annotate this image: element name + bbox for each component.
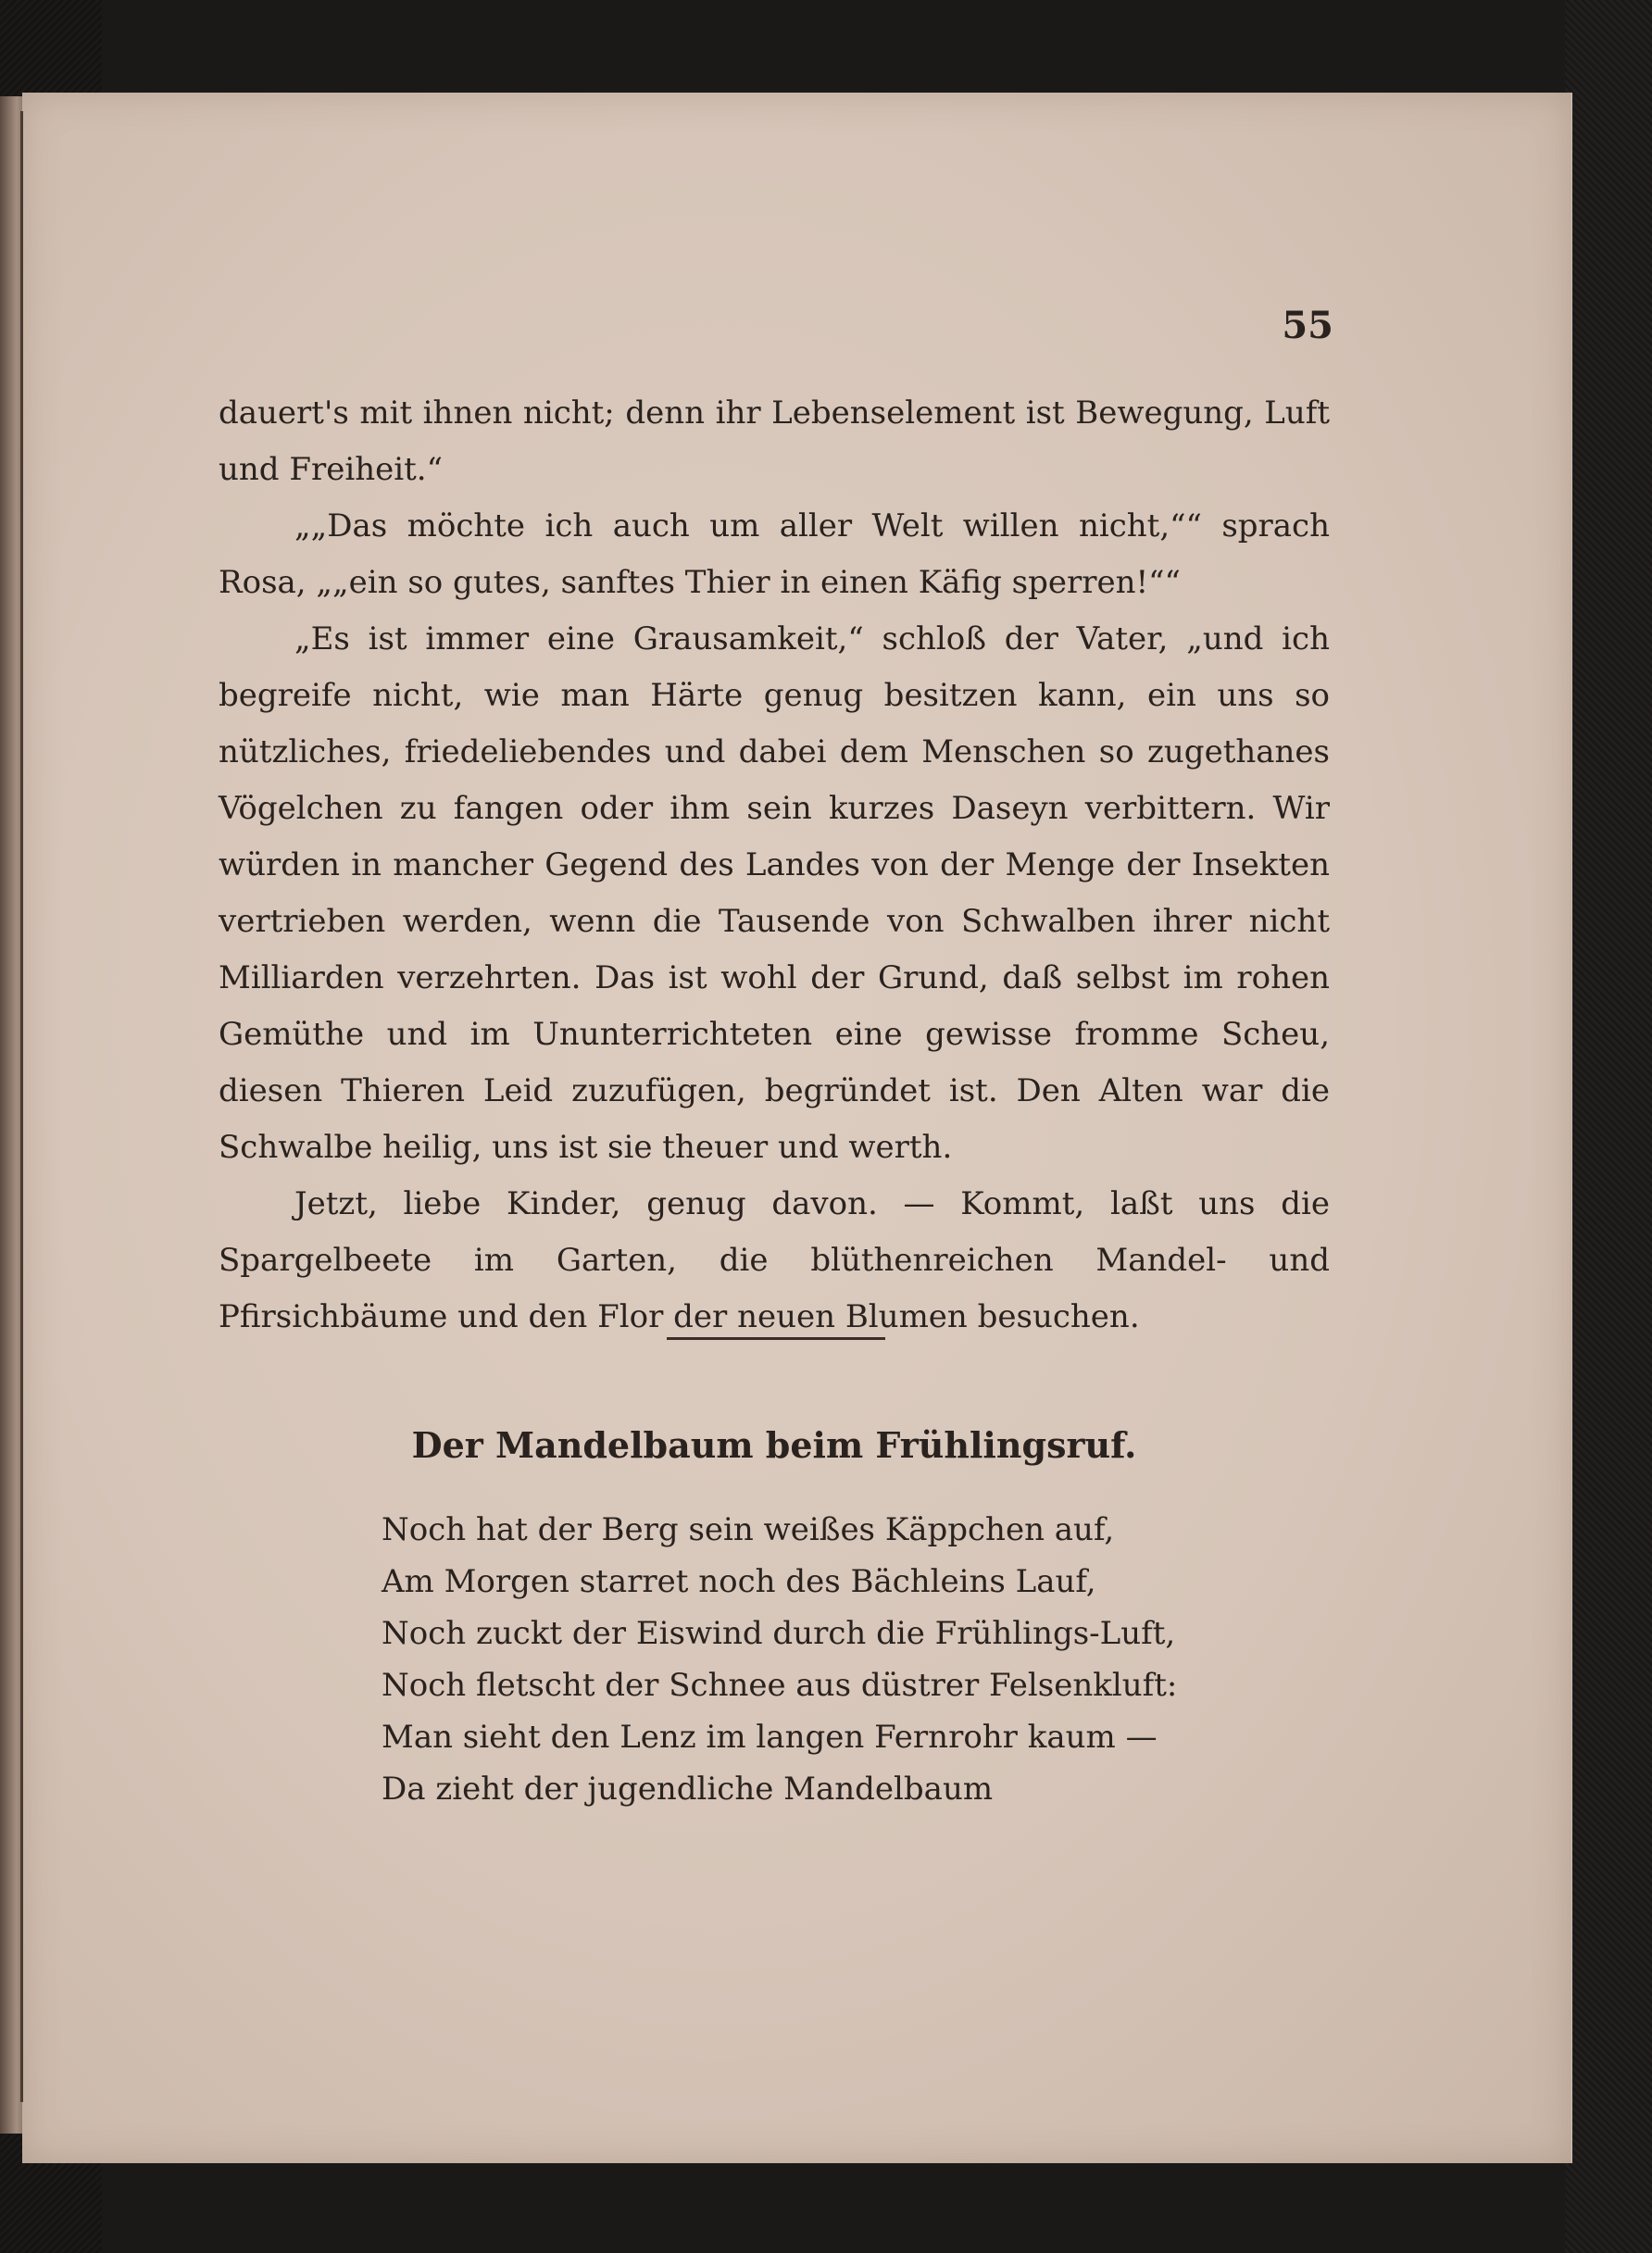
gutter-line xyxy=(20,111,23,2102)
poem-line: Noch zuckt der Eiswind durch die Frühlings-Luft, xyxy=(382,1615,1176,1652)
poem-line: Noch fletscht der Schnee aus düstrer Felsenkluft: xyxy=(382,1667,1178,1704)
background-right xyxy=(1565,0,1652,2253)
poem-line: Man sieht den Lenz im langen Fernrohr kaum — xyxy=(382,1719,1158,1756)
section-divider xyxy=(667,1337,885,1340)
poem-line: Da zieht der jugendliche Mandelbaum xyxy=(382,1771,994,1808)
poem-line: Am Morgen starret noch des Bächleins Lauf, xyxy=(382,1563,1096,1600)
paragraph-3: „Es ist immer eine Grausamkeit,“ schloß der Vater, „und ich begreife nicht, wie man Härte genug besitzen kann, ein uns so nützliches, friedeliebendes und dabei dem Menschen so zugethanes Vögelchen zu fangen oder ihm sein kurzes Daseyn verbittern. Wir würden in mancher Gegend des Landes von der Menge der Insekten vertrieben werden, wenn die Tausende von Schwalben ihrer nicht Milliarden verzehrten. Das ist wohl der Grund, daß selbst im rohen Gemüthe und im Ununterrichteten eine gewisse fromme Scheu, diesen Thieren Leid zuzufügen, begründet ist. Den Alten war die Schwalbe heilig, uns ist sie theuer und werth. xyxy=(219,620,1330,1166)
poem-block xyxy=(382,1504,1215,1815)
paragraph-4: Jetzt, liebe Kinder, genug davon. — Kommt, laßt uns die Spargelbeete im Garten, die blüthenreichen Mandel- und Pfirsichbäume und den Flor der neuen Blumen besuchen. xyxy=(219,1185,1330,1335)
paragraph-1: dauert's mit ihnen nicht; denn ihr Lebenselement ist Bewegung, Luft und Freiheit.“ xyxy=(219,394,1330,488)
page-number: 55 xyxy=(1282,304,1333,347)
poem-line: Noch hat der Berg sein weißes Käppchen auf, xyxy=(382,1511,1115,1548)
paragraph-2: „„Das möchte ich auch um aller Welt willen nicht,““ sprach Rosa, „„ein so gutes, sanftes Thier in einen Käfig sperren!““ xyxy=(219,507,1330,601)
poem-title: Der Mandelbaum beim Frühlingsruf. xyxy=(411,1424,1137,1466)
prose-block xyxy=(219,385,1330,1346)
